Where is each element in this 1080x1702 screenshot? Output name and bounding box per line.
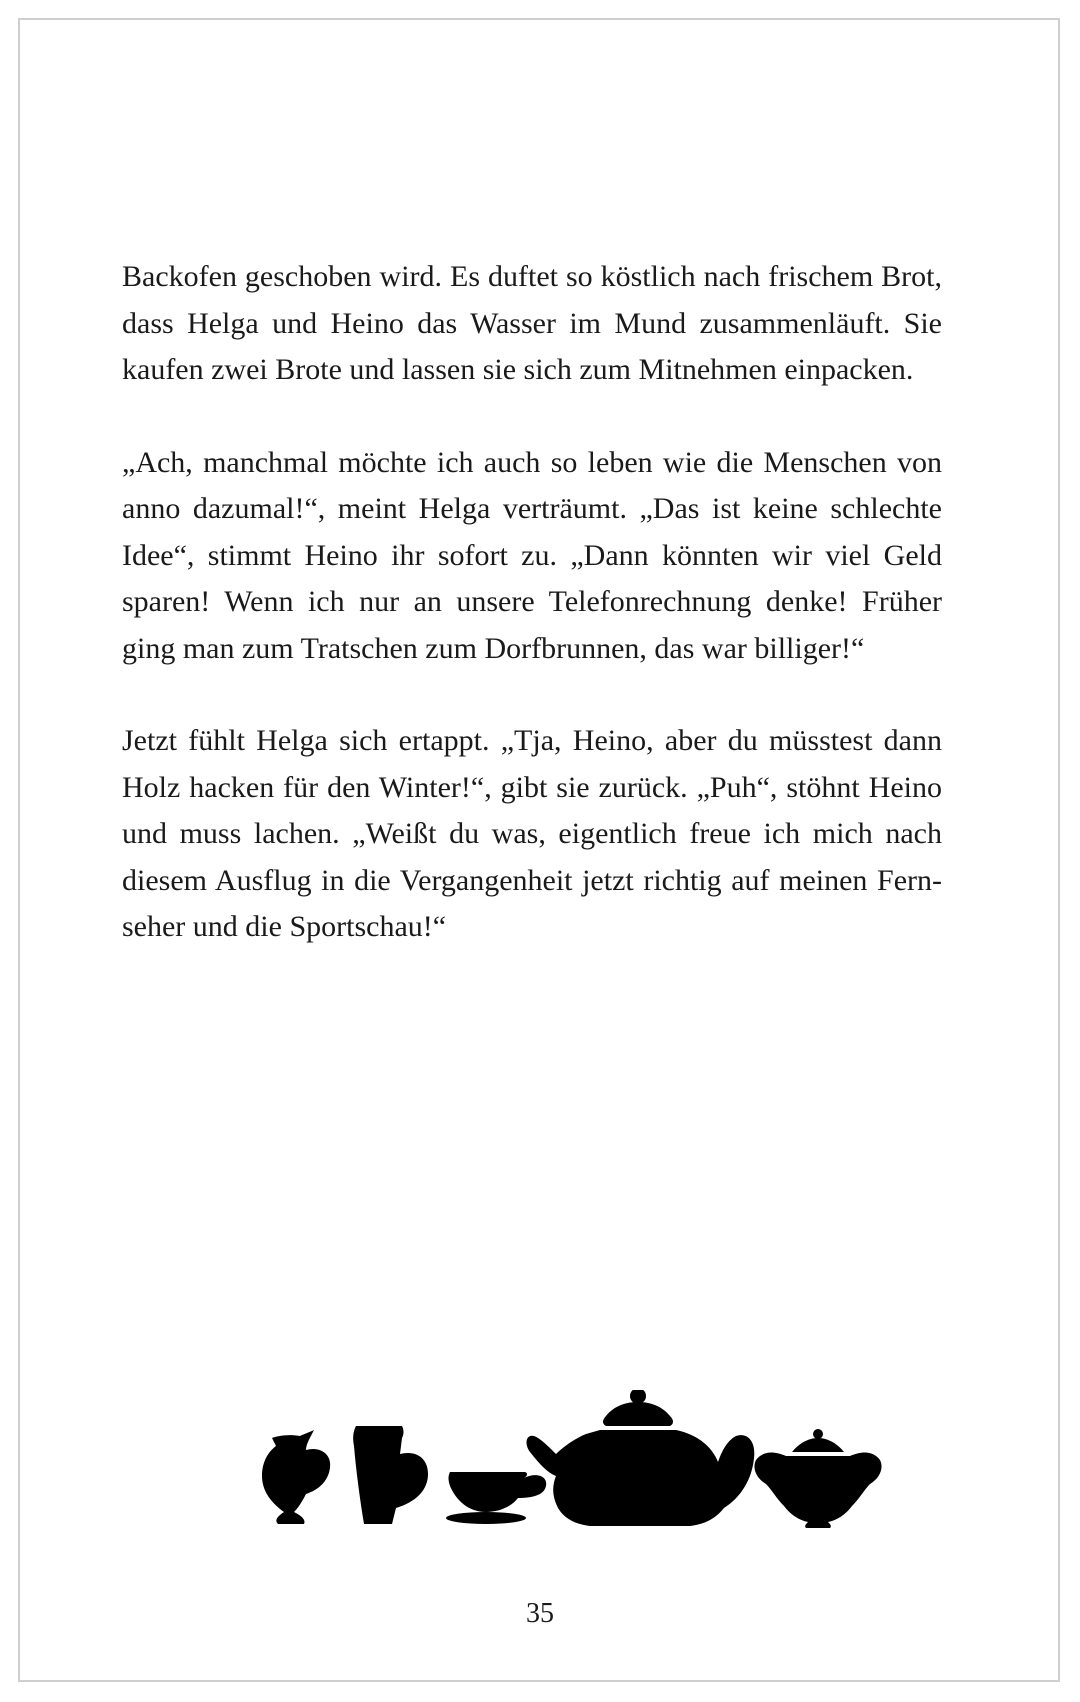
text-line: „Ach, manchmal möchte ich auch so leben wie die Menschen von — [122, 445, 942, 479]
text-line: ging man zum Tratschen zum Dorfbrunnen, das war billiger!“ — [122, 631, 865, 665]
mug-icon — [353, 1426, 428, 1524]
page-number: 35 — [526, 1598, 554, 1629]
text-line: Idee“, stimmt Heino ihr sofort zu. „Dann könnten wir viel Geld — [122, 538, 942, 572]
sugar-bowl-icon — [754, 1429, 881, 1528]
text-line: kaufen zwei Brote und lassen sie sich zum Mitnehmen einpacken. — [122, 353, 914, 386]
tableware-silhouettes — [260, 1390, 960, 1540]
teacup-icon — [446, 1472, 546, 1524]
text-line: diesem Ausflug in die Vergangenheit jetzt richtig auf meinen Fern- — [122, 863, 942, 897]
text-line: seher und die Sportschau!“ — [122, 910, 447, 943]
paragraph-1 — [122, 254, 942, 394]
teapot-icon — [527, 1390, 755, 1526]
text-line: anno dazumal!“, meint Helga verträumt. „Das ist keine schlechte — [122, 492, 942, 525]
text-line: Jetzt fühlt Helga sich ertappt. „Tja, Heino, aber du müsstest dann — [122, 724, 942, 757]
text-line: Holz hacken für den Winter!“, gibt sie zurück. „Puh“, stöhnt Heino — [122, 770, 942, 804]
text-line: und muss lachen. „Weißt du was, eigentlich freue ich mich nach — [122, 817, 942, 850]
milk-jug-icon — [262, 1430, 330, 1524]
text-line: Backofen geschoben wird. Es duftet so köstlich nach frischem Brot, — [122, 260, 942, 293]
paragraph-3 — [122, 718, 942, 951]
paragraph-2 — [122, 440, 942, 673]
text-line: sparen! Wenn ich nur an unsere Telefonrechnung denke! Früher — [122, 585, 942, 618]
body-text — [122, 254, 942, 997]
text-line: dass Helga und Heino das Wasser im Mund zusammenläuft. Sie — [122, 306, 942, 340]
